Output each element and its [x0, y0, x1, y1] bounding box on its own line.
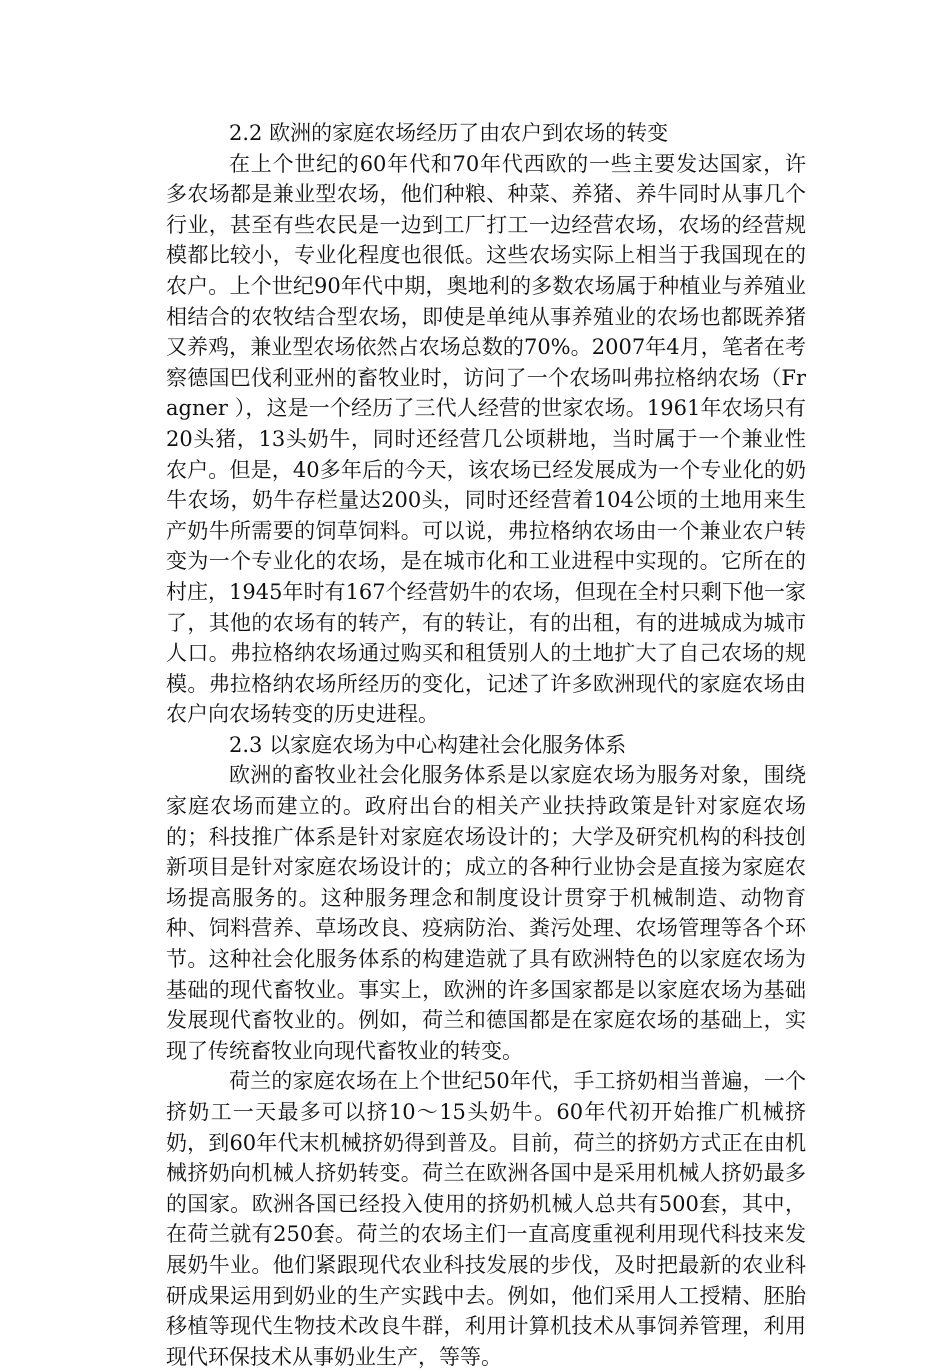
section-heading-2-3: 2.3 以家庭农场为中心构建社会化服务体系 [229, 732, 627, 757]
document-page [166, 118, 806, 1372]
paragraph: 欧洲的畜牧业社会化服务体系是以家庭农场为服务对象，围绕家庭农场而建立的。政府出台的相关产业扶持政策是针对家庭农场的；科技推广体系是针对家庭农场设计的；大学及研究机构的科技创新项目是针对家庭农场设计的；成立的各种行业协会是直接为家庭农场提高服务的。这种服务理念和制度设计贯穿于机械制造、动物育种、饲料营养、草场改良、疫病防治、粪污处理、农场管理等各个环节。这种社会化服务体系的构建造就了具有欧洲特色的以家庭农场为基础的现代畜牧业。事实上，欧洲的许多国家都是以家庭农场为基础发展现代畜牧业的。例如，荷兰和德国都是在家庭农场的基础上，实现了传统畜牧业向现代畜牧业的转变。 [166, 763, 806, 1063]
paragraph: 在上个世纪的60年代和70年代西欧的一些主要发达国家，许多农场都是兼业型农场，他们种粮、种菜、养猪、养牛同时从事几个行业，甚至有些农民是一边到工厂打工一边经营农场，农场的经营规模都比较小，专业化程度也很低。这些农场实际上相当于我国现在的农户。上个世纪90年代中期，奥地利的多数农场属于种植业与养殖业相结合的农牧结合型农场，即使是单纯从事养殖业的农场也都既养猪又养鸡，兼业型农场依然占农场总数的70%。2007年4月，笔者在考察德国巴伐利亚州的畜牧业时，访问了一个农场叫弗拉格纳农场（Fragner ），这是一个经历了三代人经营的世家农场。1961年农场只有20头猪，13头奶牛，同时还经营几公顷耕地，当时属于一个兼业性农户。但是，40多年后的今天，该农场已经发展成为一个专业化的奶牛农场，奶牛存栏量达200头，同时还经营着104公顷的土地用来生产奶牛所需要的饲草饲料。可以说，弗拉格纳农场由一个兼业农户转变为一个专业化的农场，是在城市化和工业进程中实现的。它所在的村庄，1945年时有167个经营奶牛的农场，但现在全村只剩下他一家了，其他的农场有的转产，有的转让，有的出租，有的进城成为城市人口。弗拉格纳农场通过购买和租赁别人的土地扩大了自己农场的规模。弗拉格纳农场所经历的变化，记述了许多欧洲现代的家庭农场由农户向农场转变的历史进程。 [166, 151, 806, 727]
paragraph: 荷兰的家庭农场在上个世纪50年代，手工挤奶相当普遍，一个挤奶工一天最多可以挤10～15头奶牛。60年代初开始推广机械挤奶，到60年代末机械挤奶得到普及。目前，荷兰的挤奶方式正在由机械挤奶向机械人挤奶转变。荷兰在欧洲各国中是采用机械人挤奶最多的国家。欧洲各国已经投入使用的挤奶机械人总共有500套，其中，在荷兰就有250套。荷兰的农场主们一直高度重视利用现代科技来发展奶牛业。他们紧跟现代农业科技发展的步伐，及时把最新的农业科研成果运用到奶业的生产实践中去。例如，他们采用人工授精、胚胎移植等现代生物技术改良牛群，利用计算机技术从事饲养管理，利用现代环保技术从事奶业生产，等等。 [166, 1069, 806, 1369]
section-heading-2-2: 2.2 欧洲的家庭农场经历了由农户到农场的转变 [229, 121, 669, 145]
